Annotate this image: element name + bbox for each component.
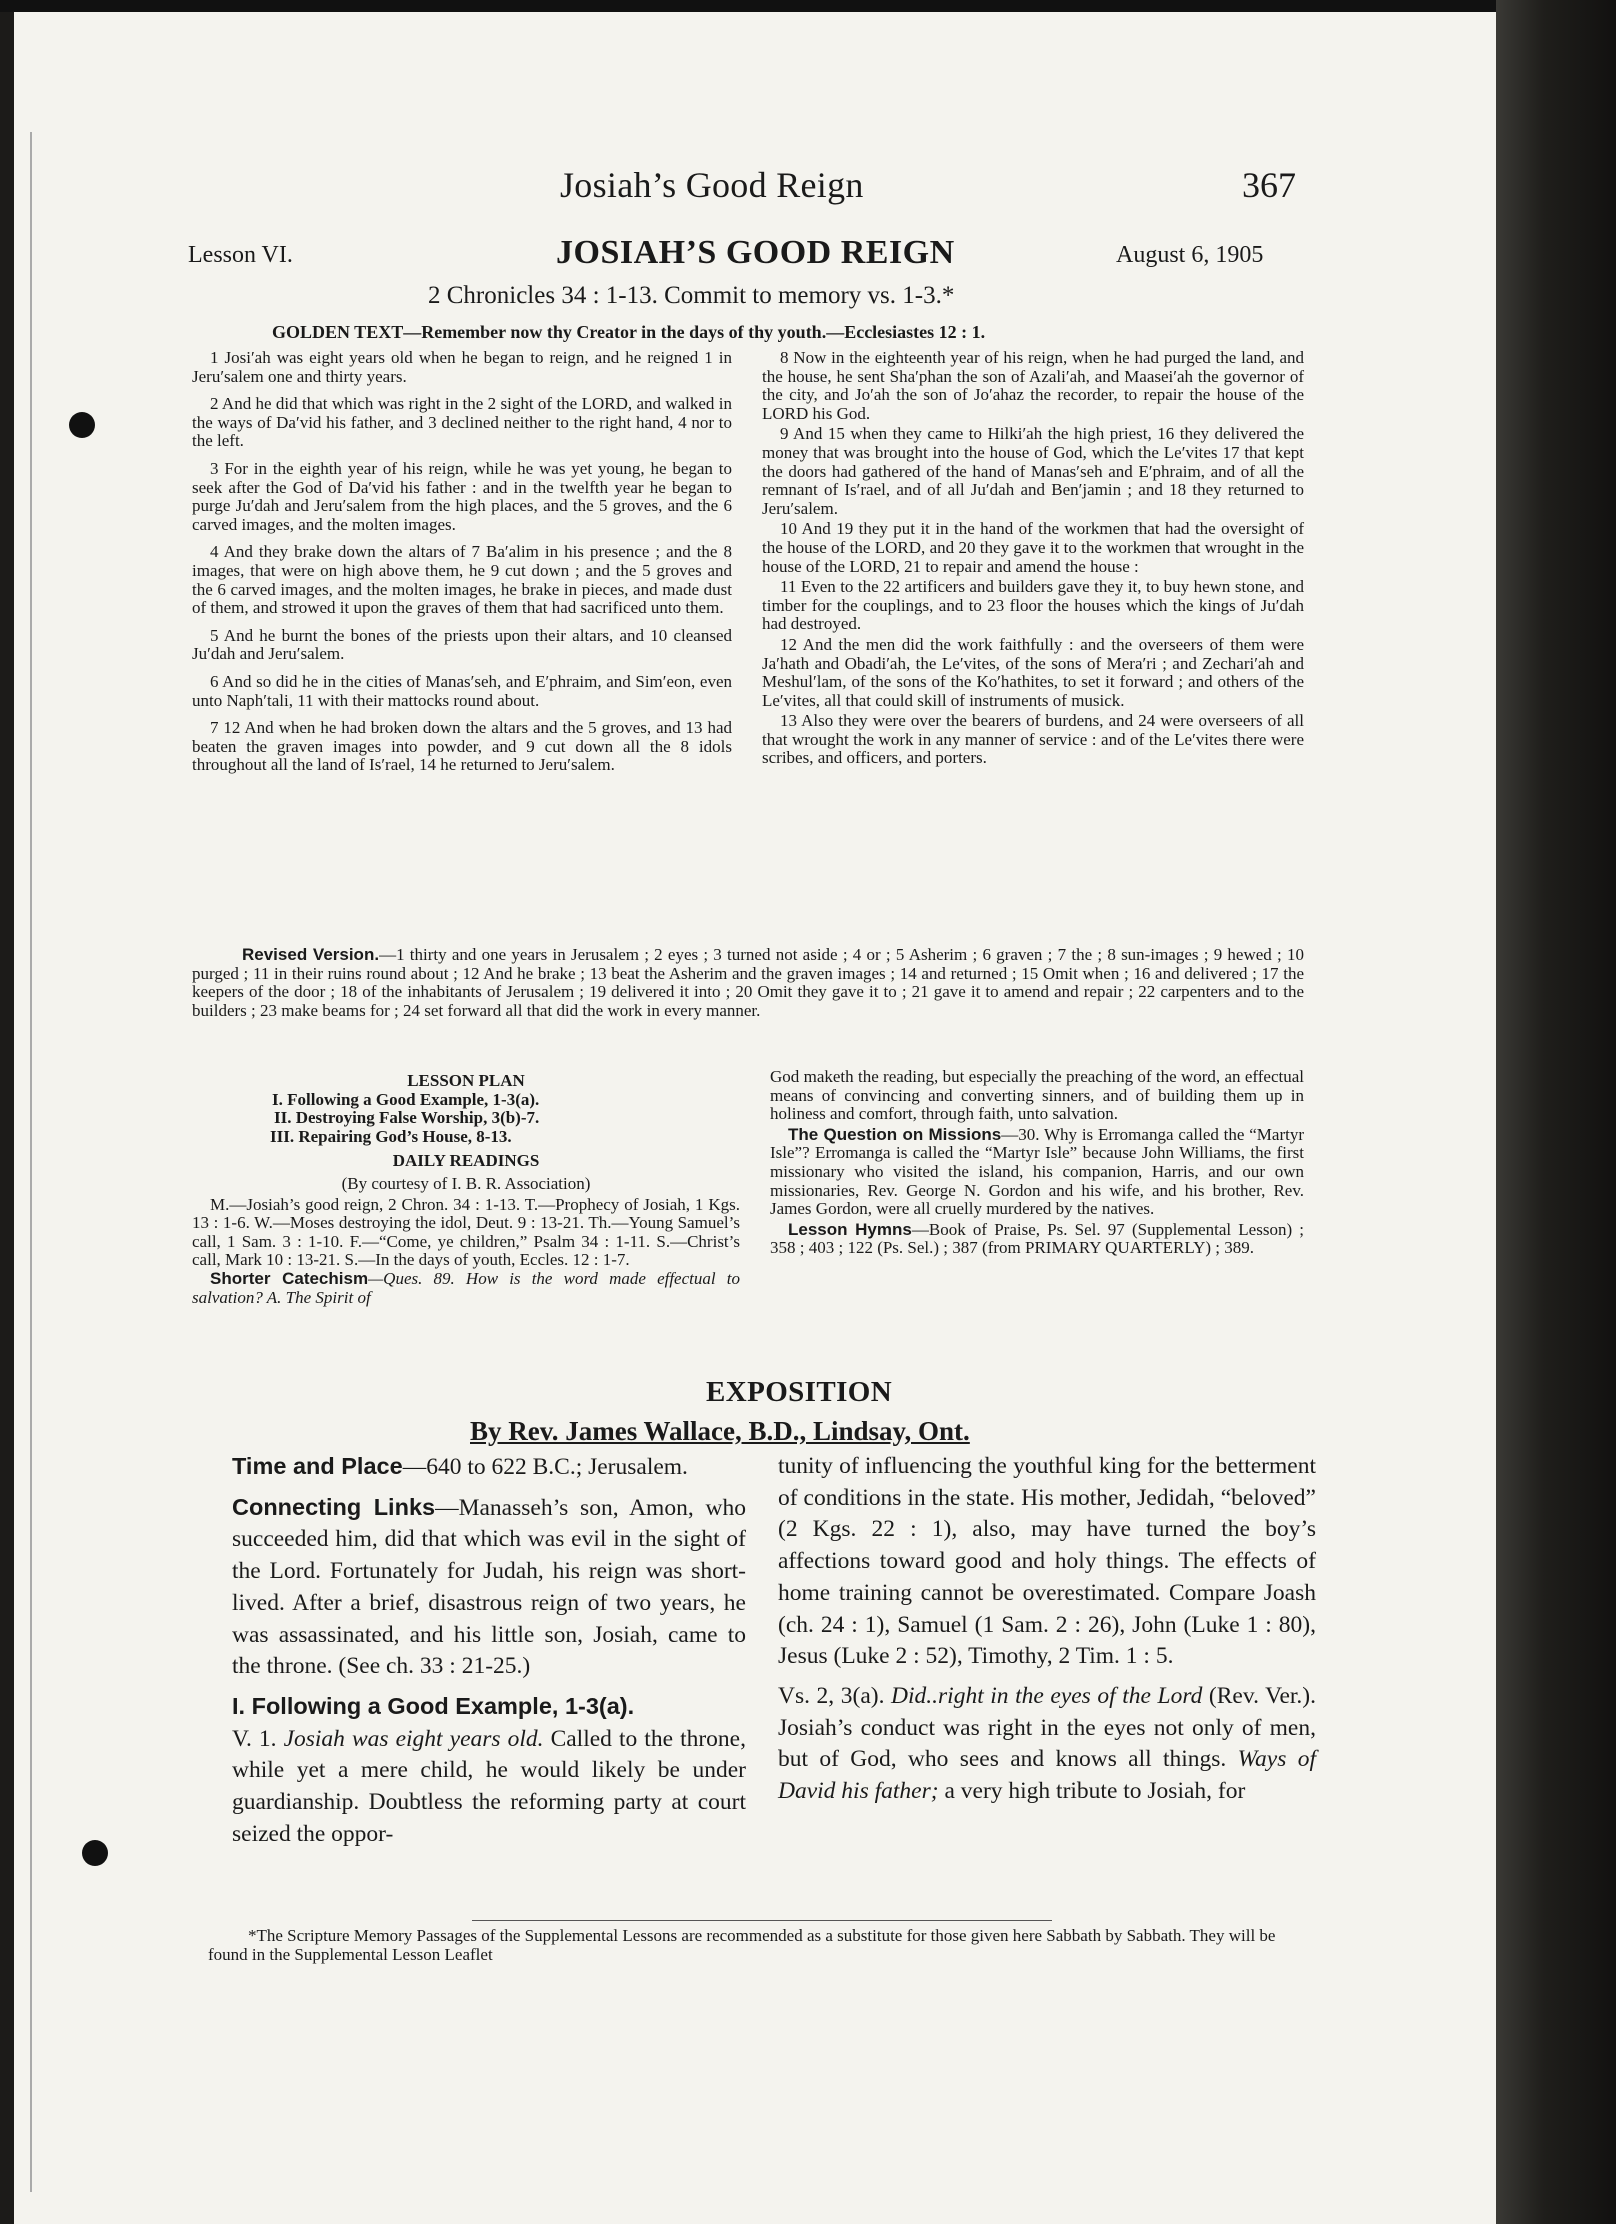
- verses-2-3-comment: [778, 1681, 1316, 1808]
- connecting-links: [232, 1492, 746, 1683]
- page-number: 367: [1242, 165, 1296, 205]
- v1-text: Called to the throne, while yet a mere child, he would likely be under guardianship. Doubtless the reforming party at court seized the oppor-: [232, 1725, 746, 1847]
- right-notes-block: [770, 1068, 1304, 1260]
- missions-label: The Question on Missions: [788, 1124, 1002, 1144]
- catechism-label: Shorter Catechism: [210, 1268, 369, 1288]
- revised-version-text: —1 thirty and one years in Jerusalem ; 2 eyes ; 3 turned not aside ; 4 or ; 5 Asherim ; 6 graven ; 7 the ; 8 sun-images ; 9 hewed ; 10 purged ; 11 in their ruins round about ; 12 And he brake ; 13 beat the Asherim and the graven images ; 14 and returned ; 15 Omit when ; 16 and delivered ; 17 the keepers of the door ; 18 of the inhabitants of Jerusalem ; 19 delivered it into ; 20 Omit they gave it to ; 21 gave it to amend and repair ; 22 carpenters and to the builders ; 23 make beams for ; 24 set forward all that did the work in every manner.: [192, 945, 1304, 1020]
- time-and-place: [232, 1451, 746, 1484]
- binding-hole-top: [69, 412, 95, 438]
- verse: 11 Even to the 22 artificers and builders gave they it, to buy hewn stone, and timber for the couplings, and to 23 floor the houses which the kings of Ju′dah had destroyed.: [762, 577, 1304, 634]
- lesson-plan-item: I. Following a Good Example, 1-3(a).: [272, 1089, 540, 1109]
- exposition-byline: [470, 1416, 970, 1447]
- book-edge: [1496, 0, 1616, 2224]
- verse-1-comment: [232, 1724, 746, 1851]
- lesson-title: JOSIAH’S GOOD REIGN: [556, 234, 955, 271]
- links-label: Connecting Links: [232, 1493, 436, 1520]
- vs-italic: Did..right in the eyes of the Lord: [891, 1682, 1203, 1709]
- vs-ref: Vs. 2, 3(a).: [778, 1682, 892, 1709]
- footnote: *The Scripture Memory Passages of the Supplemental Lessons are recommended as a substitute for those given here Sabbath by Sabbath. They will be found in the Supplemental Lesson Leaflet: [208, 1926, 1276, 1964]
- verse: 7 12 And when he had broken down the altars and the 5 groves, and 13 had beaten the graven images into powder, and 9 cut down all the 8 idols throughout all the land of Is′rael, 14 he returned to Jeru′salem.: [192, 718, 732, 775]
- missions-text: —30. Why is Erromanga called the “Martyr Isle”? Erromanga is called the “Martyr Isle” because John Williams, the first missionary who visited the island, his companion, Harris, and our own missionaries, Rev. George N. Gordon and his wife, and his brother, Rev. James Gordon, were all cruelly murdered by the natives.: [770, 1124, 1304, 1219]
- daily-readings: [192, 1196, 740, 1308]
- v1-ref: V. 1.: [232, 1725, 284, 1752]
- hymns-text: —Book of Praise, Ps. Sel. 97 (Supplemental Lesson) ; 358 ; 403 ; 122 (Ps. Sel.) ; 387 (from PRIMARY QUARTERLY) ; 389.: [770, 1219, 1304, 1258]
- v1-italic: Josiah was eight years old.: [283, 1725, 544, 1752]
- section-heading-text: I. Following a Good Example, 1-3(a).: [232, 1692, 635, 1719]
- exposition-right-para: tunity of influencing the youthful king for the betterment of conditions in the state. His mother, Jedidah, “beloved” (2 Kgs. 22 : 1), also, may have turned the boy’s affections toward good and holy things. The effects of home training cannot be overestimated. Compare Joash (ch. 24 : 1), Samuel (1 Sam. 2 : 26), John (Luke 1 : 80), Jesus (Luke 2 : 52), Timothy, 2 Tim. 1 : 5.: [778, 1453, 1316, 1670]
- verse: 12 And the men did the work faithfully : and the overseers of them were Ja′hath and Obadi′ah, the Le′vites, of the sons of Mera′ri ; and Zechari′ah and Meshul′lam, of the sons of the Ko′hathites, to set it forward ; and others of the Le′vites, all that could skill of instruments of musick.: [762, 634, 1304, 710]
- running-head: Josiah’s Good Reign: [560, 165, 864, 205]
- golden-text: GOLDEN TEXT—Remember now thy Creator in the days of thy youth.—Ecclesiastes 12 : 1.: [272, 322, 986, 342]
- vs-text1: (Rev. Ver.). Josiah’s conduct was right in the eyes not only of men, but of God, who sees and knows all things.: [778, 1682, 1316, 1773]
- verse: 13 Also they were over the bearers of burdens, and 24 were overseers of all that wrought the work in any manner of service : and of the Le′vites there were scribes, and officers, and porters.: [762, 711, 1304, 768]
- top-border: [0, 0, 1616, 12]
- verse: 5 And he burnt the bones of the priests upon their altars, and 10 cleansed Ju′dah and Jeru′salem.: [192, 625, 732, 664]
- lesson-date: August 6, 1905: [1116, 242, 1264, 268]
- time-label: Time and Place: [232, 1453, 403, 1479]
- lesson-plan-block: [192, 1072, 740, 1307]
- exposition-left-column: [232, 1451, 746, 1858]
- lesson-plan-item: III. Repairing God’s House, 8-13.: [270, 1126, 512, 1146]
- daily-readings-heading: DAILY READINGS: [392, 1151, 540, 1171]
- links-text: —Manasseh’s son, Amon, who succeeded him, did that which was evil in the sight of the Lord. Fortunately for Judah, his reign was short-lived. After a brief, disastrous reign of two years, he was assassinated, and his little son, Josiah, came to the throne. (See ch. 33 : 21-25.): [232, 1494, 746, 1680]
- scripture-right-column: [762, 349, 1304, 770]
- verse: 3 For in the eighth year of his reign, while he was yet young, he began to seek after the God of Da′vid his father : and in the twelfth year he began to purge Ju′dah and Jeru′salem from the high places, and the 5 groves, and the 6 carved images, and the molten images.: [192, 458, 732, 534]
- verse: 8 Now in the eighteenth year of his reign, when he had purged the land, and the house, he sent Sha′phan the son of Azali′ah, and Maasei′ah the governor of the city, and Jo′ah the son of Jo′ahaz the recorder, to repair the house of the LORD his God.: [762, 348, 1304, 423]
- lesson-number: Lesson VI.: [188, 242, 293, 268]
- verse: 10 And 19 they put it in the hand of the workmen that had the oversight of the house of the LORD, and 20 they gave it to the workmen that wrought in the house of the LORD, 21 to repair and amend the house :: [762, 519, 1304, 576]
- daily-readings-text: M.—Josiah’s good reign, 2 Chron. 34 : 1-13. T.—Prophecy of Josiah, 1 Kgs. 13 : 1-6. W.—Moses destroying the idol, Deut. 9 : 13-21. Th.—Young Samuel’s call, 1 Sam. 3 : 1-10. F.—“Come, ye children,” Psalm 34 : 1-11. S.—Christ’s call, Mark 10 : 13-21. S.—In the days of youth, Eccles. 12 : 1-7.: [192, 1194, 740, 1270]
- lesson-plan-item: II. Destroying False Worship, 3(b)-7.: [274, 1108, 540, 1128]
- exposition-right-column: [778, 1451, 1316, 1816]
- missions: [770, 1126, 1304, 1219]
- verse: 4 And they brake down the altars of 7 Ba′alim in his presence ; and the 8 images, that were on high above them, he 9 cut down ; and the 5 groves and the 6 carved images, and the molten images, he brake in pieces, and made dust of them, and strowed it upon the graves of them that had sacrificed unto them.: [192, 542, 732, 618]
- hymns-label: Lesson Hymns: [788, 1219, 912, 1239]
- binding-hole-bottom: [82, 1840, 108, 1866]
- page-fold-line: [30, 132, 32, 2192]
- revised-version: [192, 946, 1304, 1020]
- verse: 2 And he did that which was right in the 2 sight of the LORD, and walked in the ways of Da′vid his father, and 3 declined neither to the right hand, 4 nor to the left.: [192, 394, 732, 451]
- exposition-heading: EXPOSITION: [706, 1376, 893, 1408]
- section-heading: [232, 1691, 746, 1724]
- verse: 6 And so did he in the cities of Manas′seh, and E′phraim, and Sim′eon, even unto Naph′tali, 11 with their mattocks round about.: [192, 671, 732, 710]
- vs-italic2: Ways of David his father;: [778, 1746, 1316, 1805]
- scripture-passage: 2 Chronicles 34 : 1-13. Commit to memory vs. 1-3.*: [428, 282, 955, 309]
- scripture-left-column: [192, 349, 732, 784]
- footnote-rule: [472, 1920, 1052, 1921]
- byline-text: By Rev. James Wallace, B.D., Lindsay, Ont.: [470, 1416, 970, 1446]
- revised-version-label: Revised Version.: [242, 945, 380, 964]
- catechism-question: —Ques. 89. How is the word made effectual to salvation? A. The Spirit of: [192, 1268, 740, 1307]
- lesson-plan-heading: LESSON PLAN: [407, 1071, 525, 1090]
- time-text: —640 to 622 B.C.; Jerusalem.: [402, 1454, 688, 1480]
- daily-readings-courtesy: (By courtesy of I. B. R. Association): [341, 1173, 591, 1193]
- catechism: [192, 1270, 740, 1307]
- vs-text2: a very high tribute to Josiah, for: [938, 1778, 1246, 1805]
- hymns: [770, 1221, 1304, 1258]
- verse: 1 Josi′ah was eight years old when he began to reign, and he reigned 1 in Jeru′salem one and thirty years.: [192, 348, 732, 386]
- verse: 9 And 15 when they came to Hilki′ah the high priest, 16 they delivered the money that was brought into the house of God, which the Le′vites 17 that kept the doors had gathered of the hand of Manas′seh and E′phraim, and of all the remnant of Is′rael, and of all Ju′dah and Ben′jamin ; and 18 they returned to Jeru′salem.: [762, 424, 1304, 518]
- catechism-continued: God maketh the reading, but especially the preaching of the word, an effectual means of convincing and converting sinners, and of building them up in holiness and comfort, through faith, unto salvation.: [770, 1067, 1304, 1124]
